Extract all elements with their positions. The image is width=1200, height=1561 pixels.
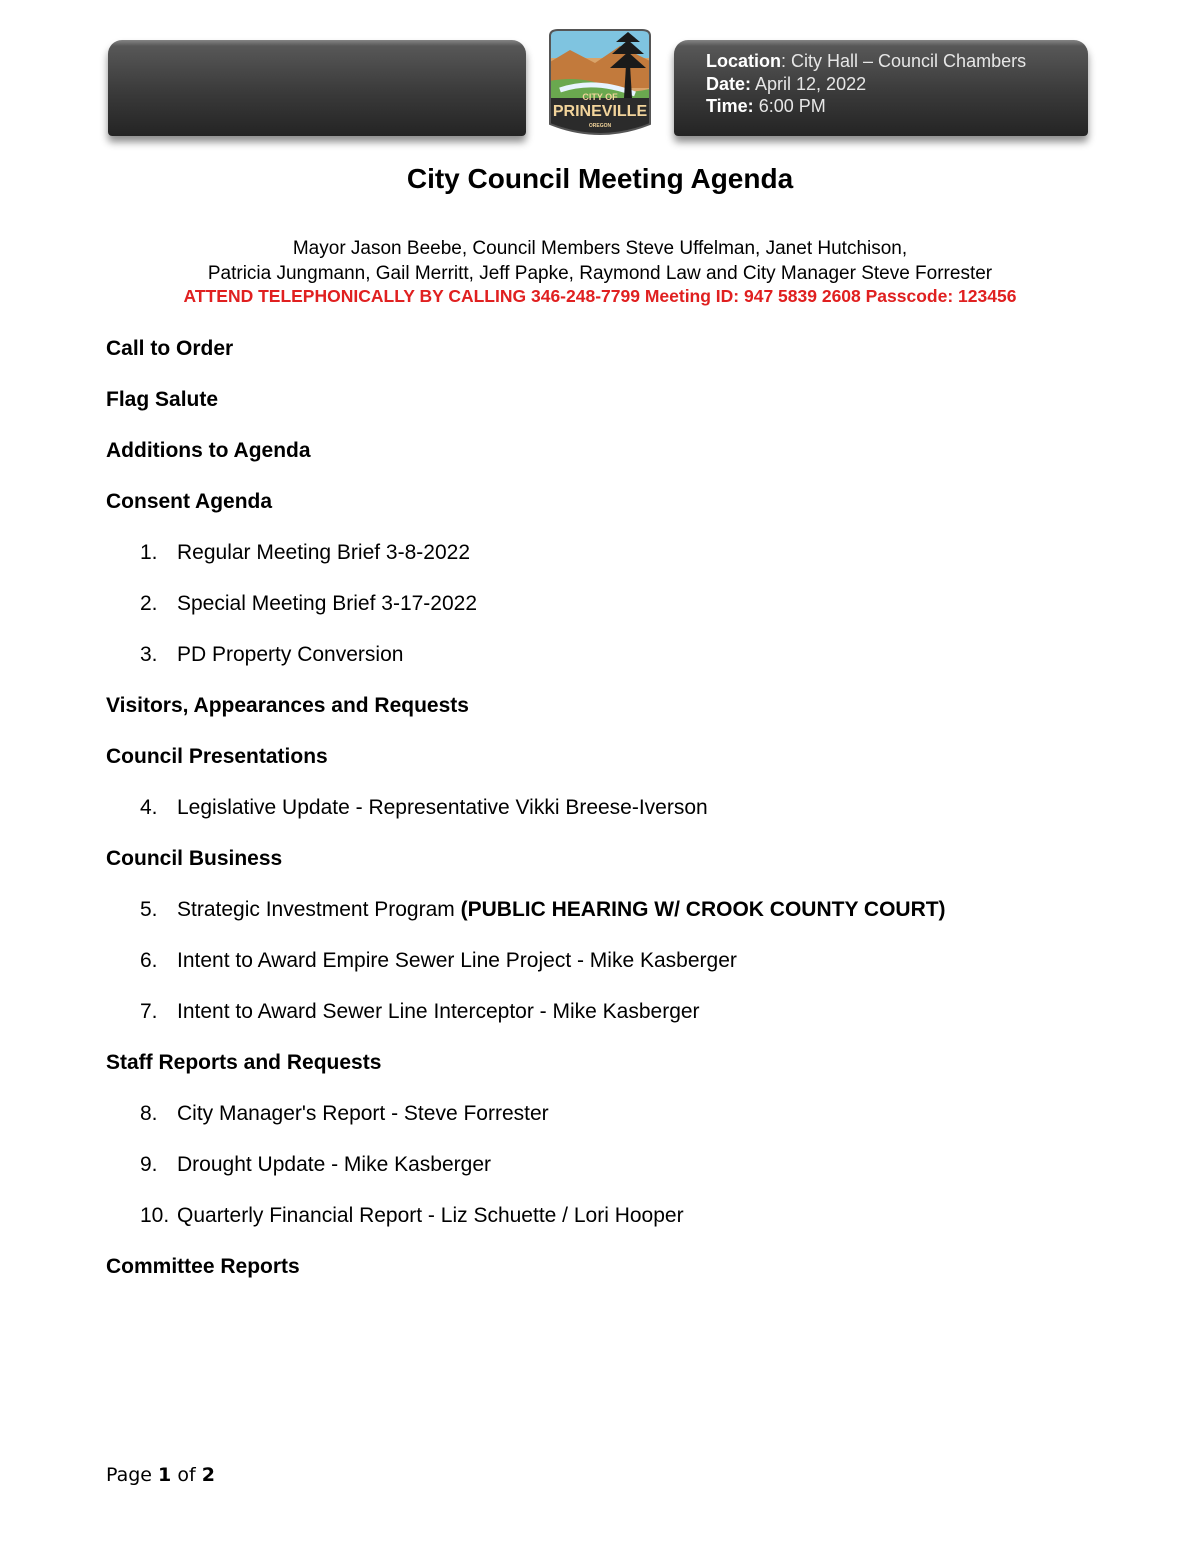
attendees-line-1: Mayor Jason Beebe, Council Members Steve Uffelman, Janet Hutchison, bbox=[292, 238, 908, 259]
page-current: 1 bbox=[158, 1464, 172, 1486]
agenda-item-text: Intent to Award Sewer Line Interceptor - Mike Kasberger bbox=[177, 1000, 700, 1023]
agenda-item bbox=[106, 539, 1106, 590]
agenda-item bbox=[106, 1151, 1106, 1202]
logo-text-line3: OREGON bbox=[588, 123, 612, 129]
time-value: 6:00 PM bbox=[753, 96, 826, 116]
agenda-item-text: Quarterly Financial Report - Liz Schuette / Lori Hooper bbox=[177, 1204, 684, 1227]
location-value: : City Hall – Council Chambers bbox=[781, 51, 1027, 71]
agenda-item bbox=[106, 794, 1106, 845]
logo-text-line1: CITY OF bbox=[582, 92, 618, 102]
page-prefix: Page bbox=[106, 1464, 159, 1486]
meeting-date bbox=[706, 73, 1026, 96]
agenda-item-number: 1. bbox=[140, 541, 158, 564]
agenda-item bbox=[106, 590, 1106, 641]
page-of: of bbox=[171, 1464, 202, 1486]
logo-text-line2: PRINEVILLE bbox=[552, 103, 648, 120]
telephone-attend-notice: ATTEND TELEPHONICALLY BY CALLING 346-248-7799 Meeting ID: 947 5839 2608 Passcode: 123456 bbox=[183, 286, 1017, 306]
agenda-item-text: Regular Meeting Brief 3-8-2022 bbox=[177, 541, 470, 564]
section-visitors: Visitors, Appearances and Requests bbox=[106, 694, 469, 717]
meeting-location bbox=[706, 50, 1026, 73]
agenda-item bbox=[106, 998, 1106, 1049]
agenda-item-text: Strategic Investment Program bbox=[177, 898, 461, 921]
agenda-item-number: 4. bbox=[140, 796, 158, 819]
page-number bbox=[106, 1464, 215, 1486]
agenda-item bbox=[106, 641, 1106, 692]
agenda-item bbox=[106, 896, 1106, 947]
agenda-item-number: 8. bbox=[140, 1102, 158, 1125]
agenda-item-number: 9. bbox=[140, 1153, 158, 1176]
section-council-presentations: Council Presentations bbox=[106, 745, 328, 768]
date-label: Date: bbox=[706, 73, 752, 94]
meeting-time bbox=[706, 95, 1026, 118]
time-label: Time: bbox=[706, 96, 754, 116]
location-label: Location bbox=[706, 51, 781, 71]
agenda-item bbox=[106, 947, 1106, 998]
city-logo bbox=[540, 28, 660, 144]
agenda-item-text: PD Property Conversion bbox=[177, 643, 404, 666]
agenda-item bbox=[106, 1202, 1106, 1253]
section-council-business: Council Business bbox=[106, 847, 283, 870]
agenda-item-number: 7. bbox=[140, 1000, 158, 1023]
section-call-to-order: Call to Order bbox=[106, 337, 234, 360]
attendees-line-2: Patricia Jungmann, Gail Merritt, Jeff Papke, Raymond Law and City Manager Steve Forrester bbox=[207, 263, 993, 284]
agenda-item-text: Special Meeting Brief 3-17-2022 bbox=[177, 592, 478, 615]
meeting-info bbox=[706, 50, 1026, 118]
section-flag-salute: Flag Salute bbox=[106, 388, 219, 411]
agenda-item-number: 6. bbox=[140, 949, 158, 972]
page-total: 2 bbox=[201, 1464, 215, 1486]
agenda-item-number: 3. bbox=[140, 643, 158, 666]
agenda-item-text: Drought Update - Mike Kasberger bbox=[177, 1153, 491, 1176]
section-committee-reports: Committee Reports bbox=[106, 1255, 300, 1278]
header-banner-left bbox=[108, 40, 526, 136]
agenda-item-number: 2. bbox=[140, 592, 158, 615]
agenda-item-text-wrapper bbox=[177, 896, 946, 924]
agenda-item-text: Intent to Award Empire Sewer Line Project - Mike Kasberger bbox=[177, 949, 737, 972]
section-staff-reports: Staff Reports and Requests bbox=[106, 1051, 382, 1074]
agenda-list bbox=[106, 335, 1106, 1304]
date-value: April 12, 2022 bbox=[751, 73, 867, 94]
agenda-item-number: 5. bbox=[140, 898, 158, 921]
agenda-item bbox=[106, 1100, 1106, 1151]
public-hearing-note: (PUBLIC HEARING W/ CROOK COUNTY COURT) bbox=[460, 898, 946, 921]
header-banner-right bbox=[674, 40, 1088, 136]
agenda-item-number: 10. bbox=[140, 1204, 170, 1227]
section-additions-to-agenda: Additions to Agenda bbox=[106, 439, 311, 462]
attendees bbox=[100, 236, 1100, 286]
agenda-item-text: City Manager's Report - Steve Forrester bbox=[177, 1102, 549, 1125]
section-consent-agenda: Consent Agenda bbox=[106, 490, 273, 513]
agenda-item-text: Legislative Update - Representative Vikki Breese-Iverson bbox=[177, 796, 708, 819]
page-title: City Council Meeting Agenda bbox=[406, 163, 794, 194]
